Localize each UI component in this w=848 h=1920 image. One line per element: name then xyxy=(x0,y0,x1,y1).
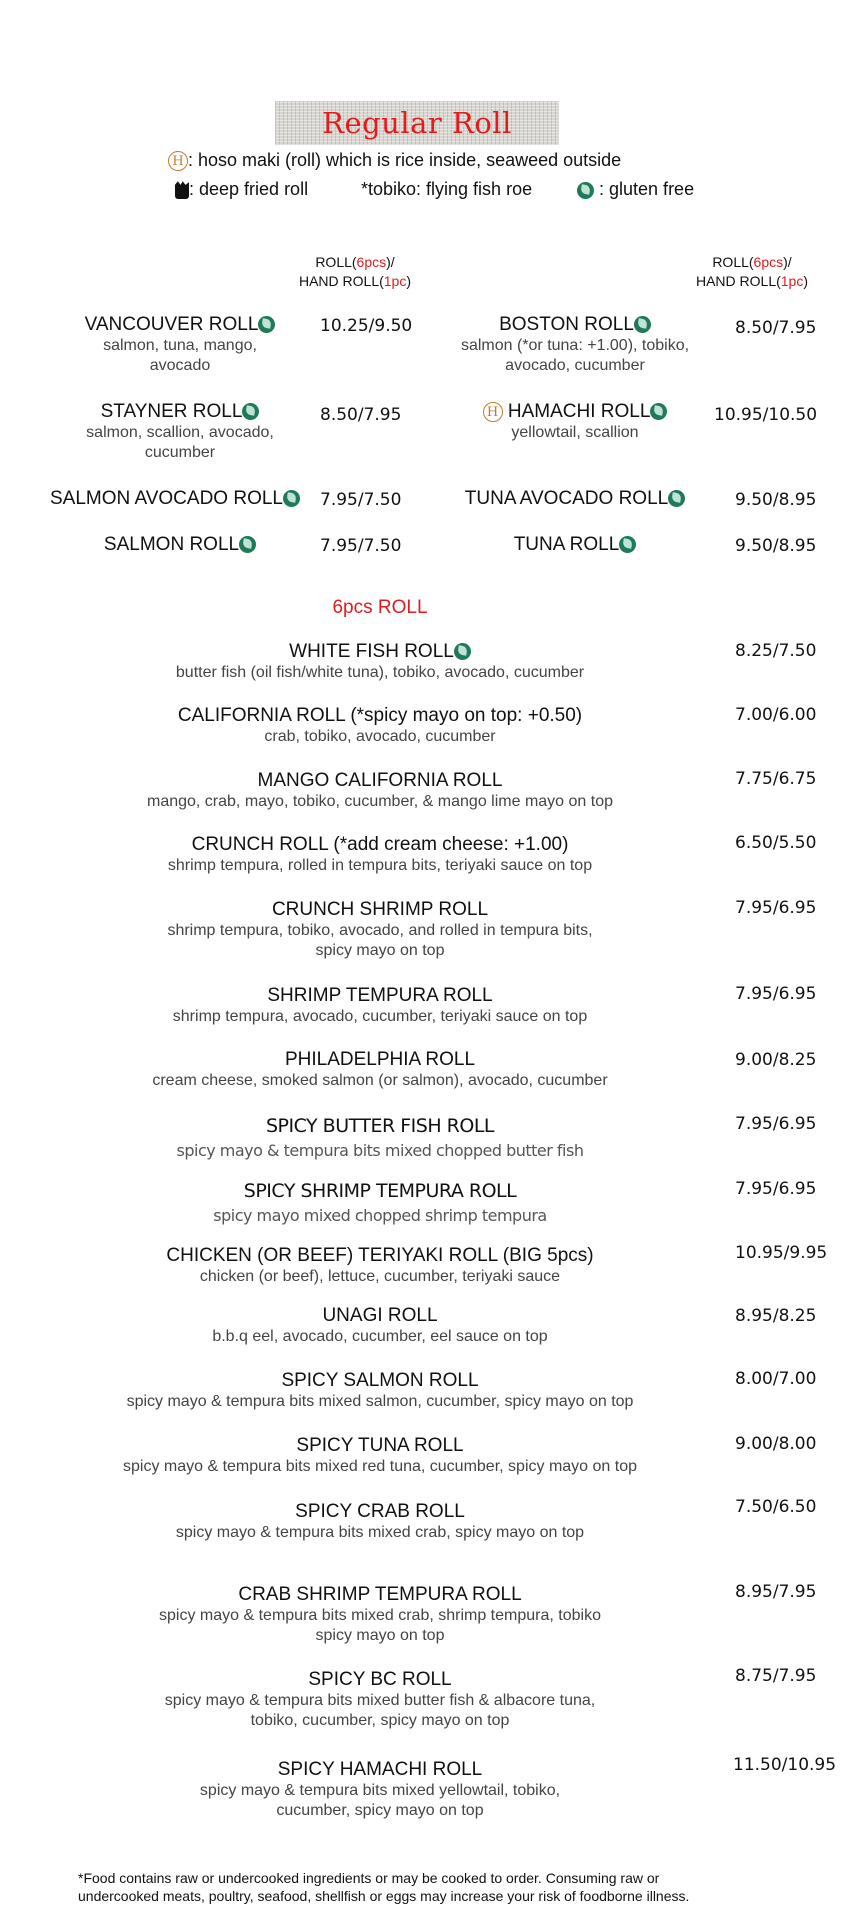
item-price: 10.25/9.50 xyxy=(320,316,413,336)
menu-item xyxy=(450,534,700,556)
item-name: SPICY SALMON ROLL xyxy=(281,1370,479,1391)
item-price: 7.95/7.50 xyxy=(320,536,402,556)
hoso-maki-icon: H xyxy=(168,151,188,171)
gluten-free-icon xyxy=(258,316,275,333)
legend-hoso xyxy=(168,150,621,171)
item-price: 7.50/6.50 xyxy=(735,1497,817,1517)
item-name: HAMACHI ROLL xyxy=(507,401,651,422)
item-description: mango, crab, mayo, tobiko, cucumber, & mango lime mayo on top xyxy=(146,793,613,810)
item-name: SPICY HAMACHI ROLL xyxy=(277,1759,483,1780)
item-price: 8.75/7.95 xyxy=(735,1666,817,1686)
menu-item xyxy=(60,834,700,876)
item-description: butter fish (oil fish/white tuna), tobiko, avocado, cucumber xyxy=(175,664,585,681)
menu-item xyxy=(450,488,700,510)
hoso-maki-icon: H xyxy=(483,402,503,422)
item-description: crab, tobiko, avocado, cucumber xyxy=(264,728,496,745)
item-price: 6.50/5.50 xyxy=(735,833,817,853)
item-name: SPICY TUNA ROLL xyxy=(296,1435,464,1456)
deep-fried-icon xyxy=(175,181,189,199)
gluten-free-icon xyxy=(242,403,259,420)
menu-item xyxy=(60,770,700,812)
item-description: spicy mayo & tempura bits mixed butter fish & albacore tuna, xyxy=(164,1692,596,1709)
item-description: cream cheese, smoked salmon (or salmon), avocado, cucumber xyxy=(152,1072,608,1089)
item-description: salmon (*or tuna: +1.00), tobiko, avocado, cucumber xyxy=(460,337,690,374)
item-price: 8.95/7.95 xyxy=(735,1582,817,1602)
item-price: 7.95/6.95 xyxy=(735,1114,817,1134)
gluten-free-icon xyxy=(454,643,471,660)
title-banner xyxy=(275,101,559,145)
item-name: SHRIMP TEMPURA ROLL xyxy=(267,985,493,1006)
menu-item xyxy=(45,401,315,463)
item-price: 10.95/10.50 xyxy=(714,405,818,425)
menu-item xyxy=(60,899,700,961)
item-name: SPICY SHRIMP TEMPURA ROLL xyxy=(243,1180,517,1202)
item-price: 8.50/7.95 xyxy=(320,405,402,425)
item-description: spicy mayo & tempura bits mixed chopped butter fish xyxy=(176,1141,584,1160)
item-description: chicken (or beef), lettuce, cucumber, teriyaki sauce xyxy=(199,1268,561,1285)
item-price: 7.95/6.95 xyxy=(735,984,817,1004)
gluten-free-icon xyxy=(283,490,300,507)
item-description: spicy mayo & tempura bits mixed red tuna, cucumber, spicy mayo on top xyxy=(122,1458,637,1475)
menu-item xyxy=(60,705,700,747)
page-title: Regular Roll xyxy=(322,106,512,140)
item-price: 7.75/6.75 xyxy=(735,769,817,789)
section-heading: 6pcs ROLL xyxy=(332,597,428,618)
item-price: 9.50/8.95 xyxy=(735,490,817,510)
item-name: CRUNCH SHRIMP ROLL xyxy=(271,899,489,920)
legend-hoso-text: : hoso maki (roll) which is rice inside, seaweed outside xyxy=(188,150,622,170)
item-description-line2: cucumber, spicy mayo on top xyxy=(276,1802,484,1819)
item-name: SALMON ROLL xyxy=(103,534,240,555)
item-description: spicy mayo & tempura bits mixed salmon, cucumber, spicy mayo on top xyxy=(126,1393,634,1410)
item-name: SPICY CRAB ROLL xyxy=(295,1501,465,1522)
item-price: 10.95/9.95 xyxy=(735,1243,828,1263)
item-name: CHICKEN (OR BEEF) TERIYAKI ROLL (BIG 5pcs) xyxy=(166,1245,594,1266)
item-name: STAYNER ROLL xyxy=(100,401,243,422)
gluten-free-icon xyxy=(634,316,651,333)
gluten-free-icon xyxy=(650,403,667,420)
menu-item xyxy=(60,1180,700,1226)
menu-item xyxy=(60,1115,700,1161)
menu-item xyxy=(60,1669,700,1731)
legend-fried-text: : deep fried roll xyxy=(189,179,309,199)
menu-item xyxy=(60,1305,700,1347)
item-price: 7.95/7.50 xyxy=(320,490,402,510)
item-description: spicy mayo & tempura bits mixed yellowtail, tobiko, xyxy=(199,1782,561,1799)
item-price: 8.95/8.25 xyxy=(735,1306,817,1326)
legend-gluten xyxy=(577,179,694,200)
item-description: salmon, tuna, mango, avocado xyxy=(103,337,257,374)
gluten-free-icon xyxy=(239,536,256,553)
item-price: 8.50/7.95 xyxy=(735,318,817,338)
menu-item xyxy=(450,314,700,376)
menu-item xyxy=(60,641,700,683)
item-name: SALMON AVOCADO ROLL xyxy=(50,488,283,509)
item-price: 7.95/6.95 xyxy=(735,1179,817,1199)
item-name: UNAGI ROLL xyxy=(322,1305,438,1326)
menu-item xyxy=(450,401,700,443)
item-name: BOSTON ROLL xyxy=(499,314,634,335)
item-price: 9.00/8.25 xyxy=(735,1050,817,1070)
item-name: TUNA ROLL xyxy=(513,534,620,555)
item-price: 8.25/7.50 xyxy=(735,641,817,661)
item-price: 7.00/6.00 xyxy=(735,705,817,725)
gluten-free-icon xyxy=(577,182,594,199)
item-description-line2: tobiko, cucumber, spicy mayo on top xyxy=(250,1712,510,1729)
item-description: spicy mayo & tempura bits mixed crab, shrimp tempura, tobiko xyxy=(159,1607,601,1624)
item-name: WHITE FISH ROLL xyxy=(289,641,454,662)
menu-item xyxy=(60,1584,700,1646)
gluten-free-icon xyxy=(619,536,636,553)
item-description: spicy mayo mixed chopped shrimp tempura xyxy=(213,1206,547,1225)
item-price: 8.00/7.00 xyxy=(735,1369,817,1389)
item-price: 11.50/10.95 xyxy=(733,1755,837,1775)
menu-item xyxy=(45,488,305,510)
item-price: 9.50/8.95 xyxy=(735,536,817,556)
item-description: b.b.q eel, avocado, cucumber, eel sauce on top xyxy=(212,1328,548,1345)
legend-tobiko: *tobiko: flying fish roe xyxy=(361,179,533,199)
item-name: CRAB SHRIMP TEMPURA ROLL xyxy=(238,1584,522,1605)
legend-gluten-text: : gluten free xyxy=(599,179,695,199)
menu-item xyxy=(60,1049,700,1091)
item-description: shrimp tempura, avocado, cucumber, teriyaki sauce on top xyxy=(172,1008,588,1025)
item-name: VANCOUVER ROLL xyxy=(84,314,259,335)
item-description: spicy mayo & tempura bits mixed crab, spicy mayo on top xyxy=(175,1524,585,1541)
item-description-line2: spicy mayo on top xyxy=(315,942,445,959)
menu-item xyxy=(60,1370,700,1412)
item-name: SPICY BC ROLL xyxy=(308,1669,452,1690)
menu-item xyxy=(60,1245,700,1287)
menu-item xyxy=(60,1435,700,1477)
item-name: PHILADELPHIA ROLL xyxy=(284,1049,476,1070)
item-description-line2: spicy mayo on top xyxy=(315,1627,445,1644)
menu-item xyxy=(60,1501,700,1543)
item-name: TUNA AVOCADO ROLL xyxy=(464,488,669,509)
item-price: 9.00/8.00 xyxy=(735,1434,817,1454)
item-description: shrimp tempura, rolled in tempura bits, teriyaki sauce on top xyxy=(167,857,593,874)
menu-item xyxy=(60,1759,700,1821)
gluten-free-icon xyxy=(668,490,685,507)
disclaimer-line2: undercooked meats, poultry, seafood, shellfish or eggs may increase your risk of foodborne illness. xyxy=(78,1888,690,1904)
item-description: shrimp tempura, tobiko, avocado, and rolled in tempura bits, xyxy=(167,922,593,939)
item-name: CRUNCH ROLL (*add cream cheese: +1.00) xyxy=(191,834,569,855)
item-price: 7.95/6.95 xyxy=(735,898,817,918)
disclaimer-line1: *Food contains raw or undercooked ingredients or may be cooked to order. Consuming raw or xyxy=(78,1870,660,1886)
menu-item xyxy=(60,985,700,1027)
column-header-right: ROLL(6pcs)/ HAND ROLL(1pc) xyxy=(695,254,809,289)
column-header-left: ROLL(6pcs)/ HAND ROLL(1pc) xyxy=(298,254,412,289)
item-description: salmon, scallion, avocado, cucumber xyxy=(86,424,274,461)
menu-item xyxy=(45,534,315,556)
item-description: yellowtail, scallion xyxy=(511,424,639,441)
item-name: SPICY BUTTER FISH ROLL xyxy=(265,1115,494,1137)
legend-fried xyxy=(175,179,308,200)
menu-item xyxy=(45,314,315,376)
item-name: CALIFORNIA ROLL (*spicy mayo on top: +0.50) xyxy=(177,705,583,726)
raw-food-disclaimer xyxy=(78,1869,818,1905)
item-name: MANGO CALIFORNIA ROLL xyxy=(257,770,503,791)
